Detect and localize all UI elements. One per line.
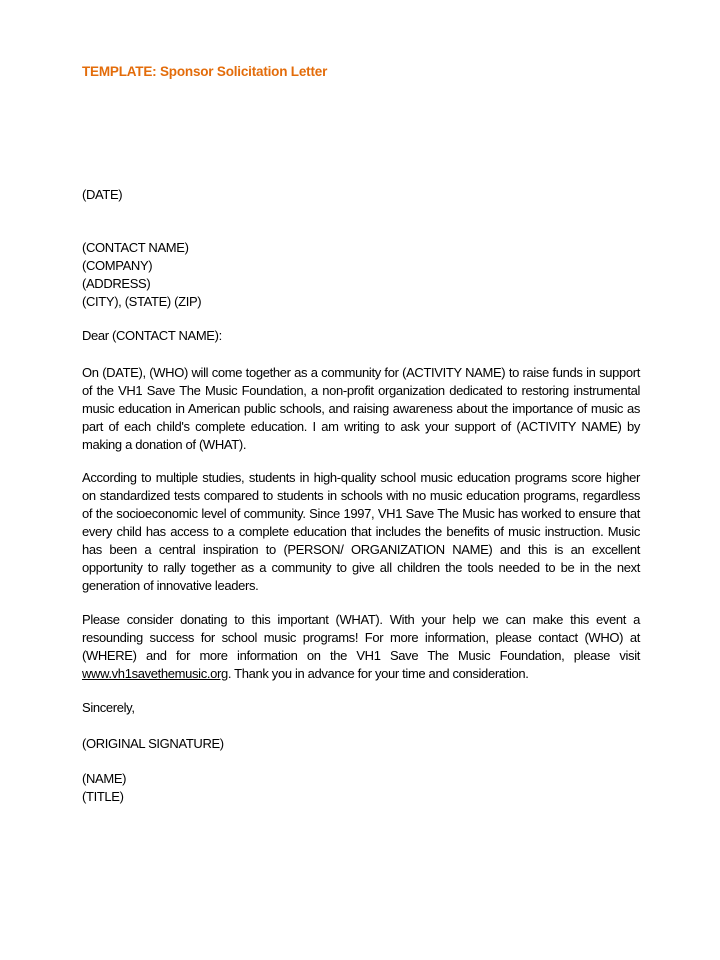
closing [82, 699, 640, 717]
signature-line: (ORIGINAL SIGNATURE) [82, 736, 224, 751]
sender-title: (TITLE) [82, 789, 124, 804]
template-title: Sponsor Solicitation Letter [156, 64, 328, 79]
body-paragraph-3 [82, 611, 640, 683]
contact-name-line: (CONTACT NAME) [82, 240, 189, 255]
body-paragraph-1 [82, 364, 640, 454]
paragraph-2-text: According to multiple studies, students in high-quality school music education programs score higher on standardized tests compared to students in schools with no music education programs, regardless of the socioeconomic level of community. Since 1997, VH1 Save The Music has worked to ensure that every child has access to a complete education that includes the benefits of music instruction. Music has been a central inspiration to (PERSON/ ORGANIZATION NAME) and this is an excellent opportunity to rally together as a community to give all children the tools needed to be in the next generation of innovative leaders. [82, 470, 640, 593]
website-link[interactable]: www.vh1savethemusic.org [82, 666, 228, 681]
date-line: (DATE) [82, 187, 123, 202]
letter-date [82, 186, 640, 204]
company-line: (COMPANY) [82, 258, 153, 273]
document-title [82, 64, 327, 79]
sender-block [82, 770, 640, 806]
paragraph-3-after-link: . Thank you in advance for your time and consideration. [227, 666, 529, 681]
paragraph-3-before-link: Please consider donating to this important (WHAT). With your help we can make this event a resounding success for school music programs! For more information, please contact (WHO) at (WHERE) and for more information on the VH1 Save The Music Foundation, please visit [82, 612, 640, 663]
template-label: TEMPLATE: [82, 64, 157, 79]
sender-name: (NAME) [82, 771, 127, 786]
paragraph-3-text [82, 611, 640, 683]
closing-line: Sincerely, [82, 700, 135, 715]
paragraph-1-text: On (DATE), (WHO) will come together as a community for (ACTIVITY NAME) to raise funds in support of the VH1 Save The Music Foundation, a non-profit organization dedicated to restoring instrumental music education in American public schools, and raising awareness about the importance of music as part of each child's complete education. I am writing to ask your support of (ACTIVITY NAME) by making a donation of (WHAT). [82, 365, 640, 452]
greeting-line: Dear (CONTACT NAME): [82, 328, 222, 343]
city-state-zip-line: (CITY), (STATE) (ZIP) [82, 294, 202, 309]
signature-block [82, 735, 640, 753]
address-line: (ADDRESS) [82, 276, 151, 291]
recipient-address [82, 239, 640, 311]
greeting [82, 327, 640, 345]
body-paragraph-2 [82, 469, 640, 595]
